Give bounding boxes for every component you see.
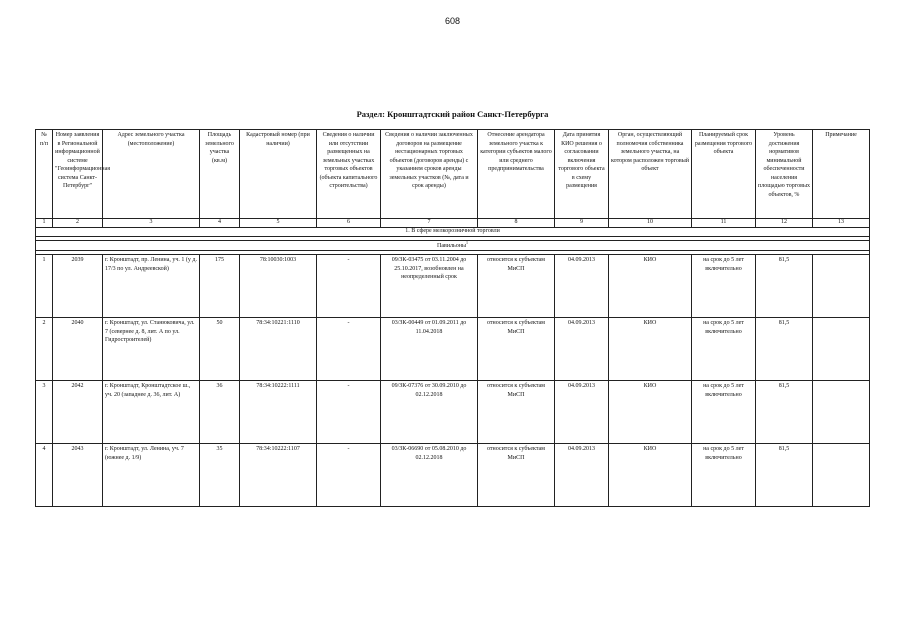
page-number: 608 — [444, 16, 461, 26]
area-cell: 50 — [200, 318, 240, 381]
row-number: 2 — [36, 318, 53, 381]
decision-date-cell: 04.09.2013 — [555, 255, 609, 318]
level-cell: 81,5 — [756, 318, 813, 381]
msp-cell: относится к субъектам МиСП — [478, 381, 555, 444]
msp-cell: относится к субъектам МиСП — [478, 255, 555, 318]
header-cell: Сведения о наличии или отсутствии размещенных на земельных участках торговых объектов (объекта капитального строительства) — [317, 130, 381, 219]
header-cell: № п/п — [36, 130, 53, 219]
column-number-row — [36, 219, 870, 228]
row-number: 3 — [36, 381, 53, 444]
msp-cell: относится к субъектам МиСП — [478, 318, 555, 381]
column-number: 7 — [381, 219, 478, 228]
column-number: 1 — [36, 219, 53, 228]
decision-date-cell: 04.09.2013 — [555, 381, 609, 444]
decision-date-cell: 04.09.2013 — [555, 444, 609, 507]
term-cell: на срок до 5 лет включительно — [692, 255, 756, 318]
objects-info-cell: - — [317, 255, 381, 318]
header-cell: Кадастровый номер (при наличии) — [240, 130, 317, 219]
objects-info-cell: - — [317, 318, 381, 381]
cadastral-cell: 78:10030:1003 — [240, 255, 317, 318]
decision-date-cell: 04.09.2013 — [555, 318, 609, 381]
contracts-cell: 03/ЗК-06690 от 05.08.2010 до 02.12.2018 — [381, 444, 478, 507]
note-cell — [813, 381, 870, 444]
column-number: 11 — [692, 219, 756, 228]
subsection-row — [36, 241, 870, 251]
term-cell: на срок до 5 лет включительно — [692, 381, 756, 444]
note-cell — [813, 444, 870, 507]
application-number: 2040 — [53, 318, 103, 381]
header-cell: Планируемый срок размещения торгового объекта — [692, 130, 756, 219]
row-number: 1 — [36, 255, 53, 318]
contracts-cell: 09/ЗК-03475 от 03.11.2004 до 25.10.2017, возобновлен на неопределенный срок — [381, 255, 478, 318]
contracts-cell: 09/ЗК-07376 от 30.09.2010 до 02.12.2018 — [381, 381, 478, 444]
msp-cell: относится к субъектам МиСП — [478, 444, 555, 507]
header-cell: Сведения о наличии заключенных договоров на размещение нестационарных торговых объектов (договоров аренды) с указанием сроков аренды земельных участков (№, дата и срок аренды) — [381, 130, 478, 219]
column-number: 9 — [555, 219, 609, 228]
column-number: 8 — [478, 219, 555, 228]
column-number: 10 — [609, 219, 692, 228]
level-cell: 81,5 — [756, 444, 813, 507]
area-cell: 175 — [200, 255, 240, 318]
organ-cell: КИО — [609, 381, 692, 444]
column-number: 2 — [53, 219, 103, 228]
section-heading: Раздел: Кронштадтский район Санкт-Петербурга — [356, 109, 549, 119]
organ-cell: КИО — [609, 318, 692, 381]
column-number: 13 — [813, 219, 870, 228]
section-row — [36, 228, 870, 237]
footnote-mark: 1 — [466, 240, 468, 245]
area-cell: 36 — [200, 381, 240, 444]
objects-info-cell: - — [317, 381, 381, 444]
header-cell: Площадь земельного участка (кв.м) — [200, 130, 240, 219]
column-number: 4 — [200, 219, 240, 228]
table-row — [36, 381, 870, 444]
section-title: 1. В сфере мелкорозничной торговли — [36, 228, 870, 237]
address-cell: г. Кронштадт, пр. Ленина, уч. 1 (у д. 17/3 по ул. Андреевской) — [103, 255, 200, 318]
level-cell: 81,5 — [756, 381, 813, 444]
level-cell: 81,5 — [756, 255, 813, 318]
row-number: 4 — [36, 444, 53, 507]
application-number: 2042 — [53, 381, 103, 444]
cadastral-cell: 78:34:10221:1110 — [240, 318, 317, 381]
header-cell: Адрес земельного участка (местоположение) — [103, 130, 200, 219]
term-cell: на срок до 5 лет включительно — [692, 318, 756, 381]
cadastral-cell: 78:34:10222:1107 — [240, 444, 317, 507]
registry-table — [35, 129, 870, 507]
table-row — [36, 444, 870, 507]
term-cell: на срок до 5 лет включительно — [692, 444, 756, 507]
header-cell: Уровень достижения нормативов минимальной обеспеченности населения площадью торговых объектов, % — [756, 130, 813, 219]
organ-cell: КИО — [609, 255, 692, 318]
address-cell: г. Кронштадт, Кронштадтское ш., уч. 20 (западнее д. 36, лит. А) — [103, 381, 200, 444]
address-cell: г. Кронштадт, ул. Ленина, уч. 7 (южнее д. 1/9) — [103, 444, 200, 507]
header-row — [36, 130, 870, 219]
subsection-title: Павильоны — [436, 243, 466, 249]
column-number: 3 — [103, 219, 200, 228]
note-cell — [813, 318, 870, 381]
application-number: 2043 — [53, 444, 103, 507]
header-cell: Отнесение арендатора земельного участка к категории субъектов малого или среднего предпринимательства — [478, 130, 555, 219]
objects-info-cell: - — [317, 444, 381, 507]
header-cell: Номер заявления в Региональной информационной системе "Геоинформационная система Санкт-Петербург" — [53, 130, 103, 219]
header-cell: Примечание — [813, 130, 870, 219]
column-number: 5 — [240, 219, 317, 228]
header-cell: Дата принятия КИО решения о согласовании включения торгового объекта в схему размещения — [555, 130, 609, 219]
contracts-cell: 03/ЗК-00449 от 01.09.2011 до 11.04.2018 — [381, 318, 478, 381]
table-row — [36, 255, 870, 318]
column-number: 12 — [756, 219, 813, 228]
column-number: 6 — [317, 219, 381, 228]
area-cell: 35 — [200, 444, 240, 507]
header-cell: Орган, осуществляющий полномочия собственника земельного участка, на котором расположен торговый объект — [609, 130, 692, 219]
organ-cell: КИО — [609, 444, 692, 507]
application-number: 2039 — [53, 255, 103, 318]
table-row — [36, 318, 870, 381]
cadastral-cell: 78:34:10222:1111 — [240, 381, 317, 444]
note-cell — [813, 255, 870, 318]
address-cell: г. Кронштадт, ул. Станюковича, ул. 7 (севернее д. 8, лит. А по ул. Гидростроителей) — [103, 318, 200, 381]
